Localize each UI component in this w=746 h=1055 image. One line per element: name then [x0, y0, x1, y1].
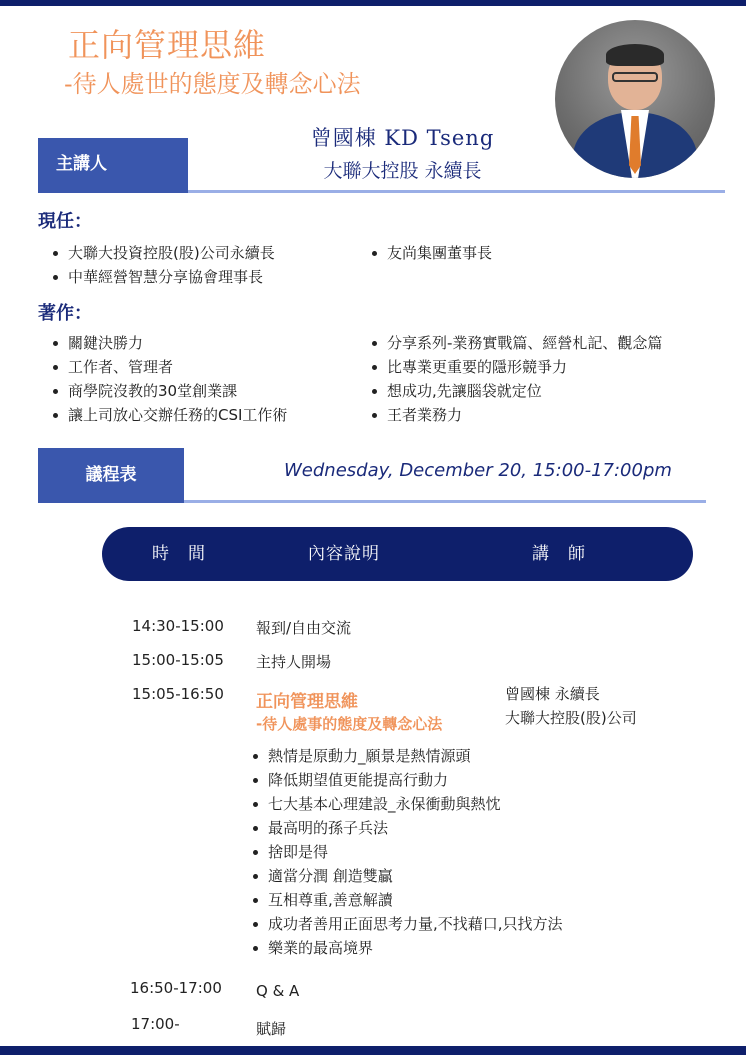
list-item: 讓上司放心交辦任務的CSI工作術 [53, 403, 287, 427]
current-heading: 現任： [38, 211, 92, 232]
list-item: 大聯大投資控股(股)公司永續長 [53, 241, 275, 265]
session-title: 正向管理思維 [256, 692, 358, 712]
current-list-left [53, 241, 275, 289]
list-item: 友尚集團董事長 [372, 241, 492, 265]
session-speaker-name: 曾國棟 永續長 [505, 685, 600, 703]
row-item: 報到/自由交流 [256, 619, 352, 637]
session-speaker-org: 大聯大控股(股)公司 [505, 709, 637, 727]
speaker-org: 大聯大控股 永續長 [323, 160, 482, 182]
bottom-border [0, 1046, 746, 1055]
session-subtitle: -待人處事的態度及轉念心法 [256, 715, 443, 733]
list-item: 七大基本心理建設_永保衝動與熱忱 [253, 792, 563, 816]
list-item: 王者業務力 [372, 403, 662, 427]
list-item: 樂業的最高境界 [253, 936, 563, 960]
current-list-right [372, 241, 492, 265]
speaker-tag: 主講人 [38, 138, 188, 193]
list-item: 降低期望值更能提高行動力 [253, 768, 563, 792]
speaker-name: 曾國棟 KD Tseng [310, 126, 495, 150]
list-item: 最高明的孫子兵法 [253, 816, 563, 840]
session-points [253, 744, 563, 960]
list-item: 捨即是得 [253, 840, 563, 864]
list-item: 熱情是原動力_願景是熱情源頭 [253, 744, 563, 768]
hair-shape [606, 44, 664, 66]
works-list-left [53, 331, 287, 427]
speaker-divider [188, 190, 725, 193]
row-time: 16:50-17:00 [130, 979, 222, 997]
event-date: Wednesday, December 20, 15:00-17:00pm [284, 460, 672, 481]
list-item: 成功者善用正面思考力量,不找藉口,只找方法 [253, 912, 563, 936]
list-item: 中華經營智慧分享協會理事長 [53, 265, 275, 289]
page-subtitle: -待人處世的態度及轉念心法 [64, 70, 361, 98]
list-item: 適當分潤 創造雙贏 [253, 864, 563, 888]
list-item: 關鍵決勝力 [53, 331, 287, 355]
row-time: 17:00- [131, 1015, 180, 1033]
row-time: 14:30-15:00 [132, 617, 224, 635]
header-speaker: 講 師 [532, 544, 586, 564]
list-item: 想成功,先讓腦袋就定位 [372, 379, 662, 403]
row-time: 15:00-15:05 [132, 651, 224, 669]
glasses-shape [612, 72, 658, 82]
works-list-right [372, 331, 662, 427]
list-item: 商學院沒教的30堂創業課 [53, 379, 287, 403]
agenda-tag: 議程表 [38, 448, 184, 503]
header-content: 內容說明 [308, 544, 380, 564]
list-item: 比專業更重要的隱形競爭力 [372, 355, 662, 379]
list-item: 分享系列-業務實戰篇、經營札記、觀念篇 [372, 331, 662, 355]
agenda-divider [184, 500, 706, 503]
list-item: 工作者、管理者 [53, 355, 287, 379]
list-item: 互相尊重,善意解讀 [253, 888, 563, 912]
row-item: 賦歸 [256, 1020, 287, 1038]
agenda-header-bar [102, 527, 693, 581]
row-item: Q & A [256, 982, 300, 1000]
header-time: 時 間 [152, 544, 206, 564]
works-heading: 著作： [38, 303, 92, 324]
top-border [0, 0, 746, 6]
speaker-photo [555, 20, 715, 178]
page-title: 正向管理思維 [68, 26, 267, 64]
row-time: 15:05-16:50 [132, 685, 224, 703]
row-item: 主持人開場 [256, 653, 332, 671]
